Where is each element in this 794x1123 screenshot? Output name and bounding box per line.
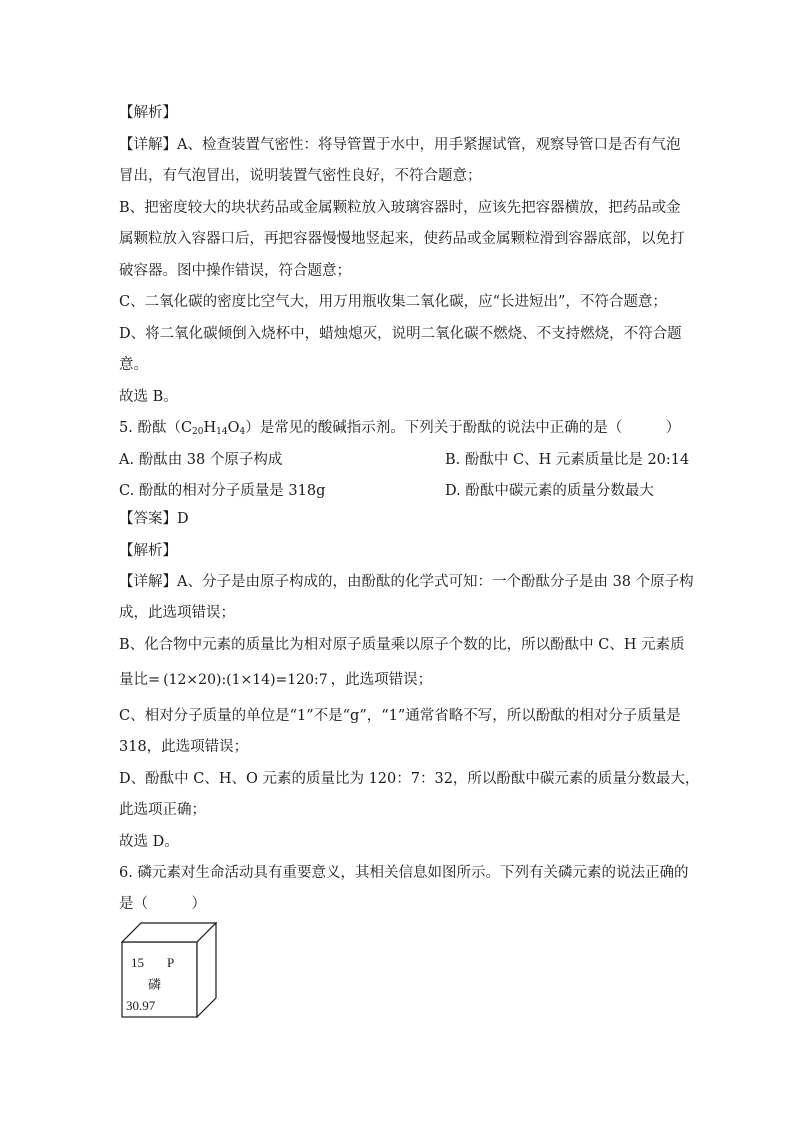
q4-detail-line: 【详解】A、检查装置气密性：将导管置于水中，用手紧握试管，观察导管口是否有气泡 [119, 137, 681, 153]
atomic-number: 15 [131, 955, 144, 970]
q5-option-b: B. 酚酞中 C、H 元素质量比是 20:14 [445, 452, 690, 468]
q5-detail-a: 【详解】A、分子是由原子构成的，由酚酞的化学式可知：一个酚酞分子是由 38 个原子构 [119, 574, 694, 590]
formula-element: O [227, 420, 240, 436]
q4-conclusion: 故选 B。 [119, 389, 178, 405]
q6-stem: 是（ ） [119, 896, 206, 912]
q5-stem [119, 418, 679, 438]
q5-stem-text: ）是常见的酸碱指示剂。下列关于酚酞的说法中正确的是（ ） [245, 420, 681, 436]
element-symbol: P [167, 955, 175, 970]
q4-detail-line: 破容器。图中操作错误，符合题意； [119, 263, 351, 279]
q5-option-c: C. 酚酞的相对分子质量是 318g [119, 483, 326, 499]
q5-conclusion: 故选 D。 [119, 834, 179, 850]
atomic-mass: 30.97 [126, 998, 156, 1013]
element-name: 磷 [148, 977, 162, 992]
mass-ratio-formula: (12×20):(1×14)=120:7 [163, 672, 328, 688]
q5-detail-d: 此选项正确； [119, 802, 206, 818]
q5-detail-b-text: ，此选项错误； [330, 672, 433, 688]
q4-detail-line: 冒出，有气泡冒出，说明装置气密性良好，不符合题意； [119, 168, 482, 184]
formula-subscript: 14 [216, 427, 228, 437]
q5-analysis-heading: 【解析】 [119, 543, 177, 559]
formula-subscript: 20 [192, 427, 204, 437]
q4-detail-line: B、把密度较大的块状药品或金属颗粒放入玻璃容器时，应该先把容器横放，把药品或金 [119, 200, 681, 216]
q5-stem-text: 5. 酚酞（C [119, 420, 193, 436]
q5-detail-b [119, 670, 679, 690]
q5-detail-d: D、酚酞中 C、H、O 元素的质量比为 120：7：32，所以酚酞中碳元素的质量分数最大， [119, 771, 700, 787]
q5-detail-c: 318，此选项错误； [119, 739, 249, 755]
q5-option-d: D. 酚酞中碳元素的质量分数最大 [445, 483, 654, 499]
element-cube-figure [121, 922, 217, 1018]
formula-subscript: 4 [239, 427, 246, 437]
q5-detail-c: C、相对分子质量的单位是“1”不是“g”，“1”通常省略不写，所以酚酞的相对分子质量是 [119, 708, 681, 724]
q5-answer: 【答案】D [119, 511, 189, 527]
q5-option-a: A. 酚酞由 38 个原子构成 [119, 452, 283, 468]
q5-detail-b-text: 量比= [119, 672, 161, 688]
formula-element: H [203, 420, 217, 436]
q4-detail-line: 属颗粒放入容器口后，再把容器慢慢地竖起来，使药品或金属颗粒滑到容器底部，以免打 [119, 231, 685, 247]
q4-detail-line: 意。 [119, 357, 148, 373]
q6-stem: 6. 磷元素对生命活动具有重要意义，其相关信息如图所示。下列有关磷元素的说法正确的 [119, 865, 689, 881]
q4-analysis-heading: 【解析】 [119, 105, 177, 121]
q4-detail-line: D、将二氧化碳倾倒入烧杯中，蜡烛熄灭，说明二氧化碳不燃烧、不支持燃烧，不符合题 [119, 326, 682, 342]
q5-detail-a: 成，此选项错误； [119, 605, 235, 621]
q4-detail-line: C、二氧化碳的密度比空气大，用万用瓶收集二氧化碳，应“长进短出”，不符合题意； [119, 294, 667, 310]
q5-detail-b: B、化合物中元素的质量比为相对原子质量乘以原子个数的比，所以酚酞中 C、H 元素质 [119, 637, 685, 653]
